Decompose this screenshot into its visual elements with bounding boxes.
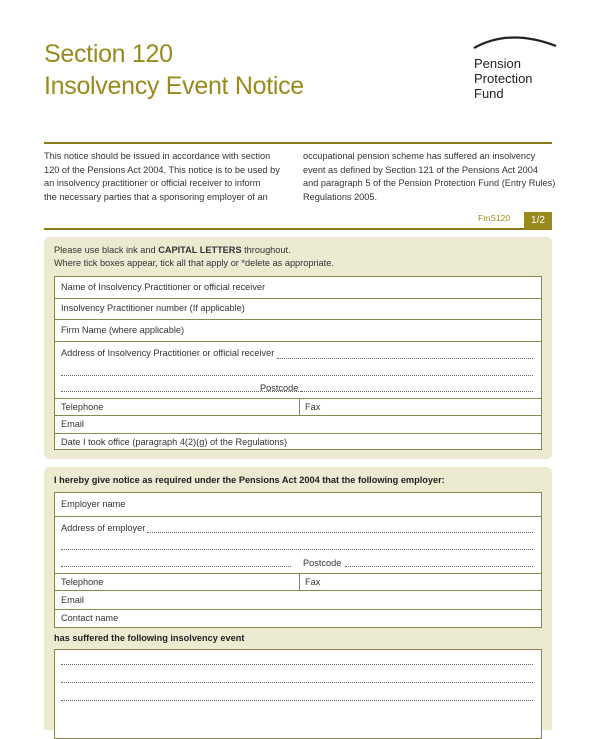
address-line-2[interactable] — [61, 375, 533, 376]
fax-field[interactable]: Fax — [305, 402, 321, 412]
event-line-2[interactable] — [61, 682, 533, 683]
logo-text-line1: Pension — [474, 56, 521, 71]
intro-right-line: Regulations 2005. — [303, 191, 378, 202]
employer-address-line-2[interactable] — [61, 549, 533, 550]
page-indicator: 1/2 — [524, 212, 552, 229]
employer-telephone-field[interactable]: Telephone — [61, 577, 104, 587]
row-divider — [55, 415, 541, 416]
column-divider — [299, 398, 300, 415]
intro-right-line: event as defined by Section 121 of the Pensions Act 2004 — [303, 164, 538, 175]
form-divider — [44, 228, 552, 230]
practitioner-name-field[interactable]: Name of Insolvency Practitioner or official receiver — [61, 282, 266, 292]
address-line-1[interactable] — [277, 358, 533, 359]
employer-fields — [54, 492, 542, 628]
intro-right-line: and paragraph 5 of the Pension Protection Fund (Entry Rules) — [303, 178, 556, 188]
employer-fax-field[interactable]: Fax — [305, 577, 321, 587]
employer-postcode-label: Postcode — [303, 558, 342, 568]
page-title-section: Section 120 — [44, 40, 173, 68]
row-divider — [55, 609, 541, 610]
row-divider — [55, 319, 541, 320]
row-divider — [55, 590, 541, 591]
page-title: Insolvency Event Notice — [44, 72, 304, 100]
instruction-line2: Where tick boxes appear, tick all that apply or *delete as appropriate. — [54, 258, 334, 268]
row-divider — [55, 298, 541, 299]
practitioner-panel — [44, 237, 552, 459]
intro-left — [44, 150, 280, 204]
intro-left-line: an insolvency practitioner or official receiver to inform — [44, 178, 261, 188]
employer-notice-heading: I hereby give notice as required under the Pensions Act 2004 that the following employer: — [54, 475, 445, 485]
form-reference: FmS120 — [478, 213, 511, 223]
contact-name-field[interactable]: Contact name — [61, 613, 119, 623]
employer-email-field[interactable]: Email — [61, 595, 84, 605]
event-line-3[interactable] — [61, 700, 533, 701]
event-line-1[interactable] — [61, 664, 533, 665]
intro-left-line: the necessary parties that a sponsoring employer of an — [44, 191, 268, 202]
insolvency-event-heading: has suffered the following insolvency event — [54, 633, 245, 643]
logo-text-line2: Protection — [474, 71, 533, 86]
telephone-field[interactable]: Telephone — [61, 402, 104, 412]
row-divider — [55, 516, 541, 517]
intro-left-line: 120 of the Pensions Act 2004. This notice is to be used by — [44, 164, 280, 175]
instruction-line1: Please use black ink and CAPITAL LETTERS throughout. — [54, 245, 291, 255]
email-field[interactable]: Email — [61, 419, 84, 429]
ppf-logo — [470, 34, 560, 106]
row-divider — [55, 341, 541, 342]
row-divider — [55, 398, 541, 399]
row-divider — [55, 433, 541, 434]
employer-panel — [44, 467, 552, 730]
practitioner-address-label: Address of Insolvency Practitioner or official receiver — [61, 348, 275, 358]
postcode-field[interactable] — [301, 391, 533, 392]
arc-logo-icon — [470, 34, 560, 54]
employer-postcode-field[interactable] — [345, 566, 533, 567]
header-divider — [44, 142, 552, 144]
row-divider — [55, 573, 541, 574]
employer-name-field[interactable]: Employer name — [61, 499, 126, 509]
column-divider — [299, 573, 300, 590]
date-of-office-field[interactable]: Date I took office (paragraph 4(2)(g) of the Regulations) — [61, 437, 288, 447]
postcode-label: Postcode — [260, 383, 299, 393]
intro-left-line: This notice should be issued in accordance with section — [44, 151, 271, 161]
logo-text-line3: Fund — [474, 86, 504, 101]
practitioner-number-field[interactable]: Insolvency Practitioner number (If applicable) — [61, 303, 245, 313]
firm-name-field[interactable]: Firm Name (where applicable) — [61, 325, 185, 335]
practitioner-fields — [54, 276, 542, 450]
employer-address-label: Address of employer — [61, 523, 146, 533]
employer-address-line-3[interactable] — [61, 566, 291, 567]
intro-right — [303, 150, 555, 204]
insolvency-event-field[interactable] — [54, 649, 542, 739]
intro-right-line: occupational pension scheme has suffered an insolvency — [303, 151, 536, 161]
employer-address-line-1[interactable] — [147, 532, 533, 533]
